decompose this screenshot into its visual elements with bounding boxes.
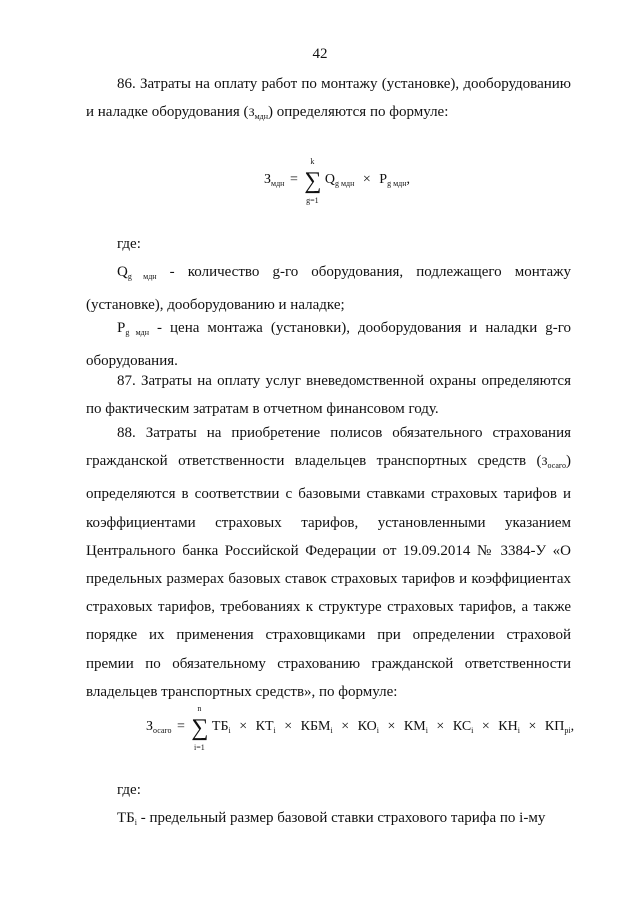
symbol-z-mdn: $З_{мдн}$ [248,105,268,122]
term-4: $КМ_i$ [403,719,428,735]
definition-q: $Q_{g мдн}$ - количество g-го оборудования, подлежащего монтажу (установке), дооборудованию и наладке; [86,264,571,314]
term-0: $ТБ_i$ [211,719,231,735]
term-6: $КН_i$ [498,719,520,735]
where-label-1: где: [117,236,141,252]
formula-osago: $З_{осаго}$ = ∑ n i=1 $ТБ_i \times КТ_i \times КБМ_i \times КО_i \times КМ_i \times КС_i \times КН_i \times КП_{рi}$, [146,704,575,752]
term-7: $КП_{рi}$ [544,719,571,735]
paragraph-86: 86. Затраты на оплату работ по монтажу (установке), дооборудованию и наладке оборудования $(З_{мдн})$ определяются по формуле: [86,76,571,122]
sum-sign: ∑ k g=1 [304,157,322,205]
formula-mdn: $З_{мдн}$ = ∑ k g=1 $Q_{g мдн} \times P_{g мдн}$, [264,157,411,205]
symbol-z-osago: $З_{осаго}$ [541,454,566,471]
page-number: 42 [312,46,328,62]
definition-tb: $ТБ_i$ - предельный размер базовой ставки страхового тарифа по i-му [117,810,546,827]
term-2: $КБМ_i$ [300,719,333,735]
paragraph-88: 88. Затраты на приобретение полисов обязательного страхования гражданской ответственности владельцев транспортных средств $(З_{осаго})$ определяются в соответствии с базовыми ставками страховых тарифов и коэффициентами страховых тарифов, установленными указанием Центрального банка Российской Федерации от 19.09.2014 № 3384-У «О предельных размерах базовых ставок страховых тарифов и коэффициентах страховых тарифов, требованиях к структуре страховых тарифов, а также порядке их применения страховщиками при определении страховой премии по обязательному страхованию гражданской ответственности владельцев транспортных средств», по формуле: [86,425,571,700]
term-3: $КО_i$ [357,719,379,735]
definition-p: $P_{g мдн}$ - цена монтажа (установки), дооборудования и наладки g-го оборудования. [86,320,571,370]
sum-sign: ∑ n i=1 [191,704,209,752]
term-1: $КТ_i$ [255,719,276,735]
where-label-2: где: [117,782,141,798]
paragraph-87: 87. Затраты на оплату услуг вневедомственной охраны определяются по фактическим затратам в отчетном финансовом году. [86,373,571,418]
term-5: $КС_i$ [452,719,474,735]
